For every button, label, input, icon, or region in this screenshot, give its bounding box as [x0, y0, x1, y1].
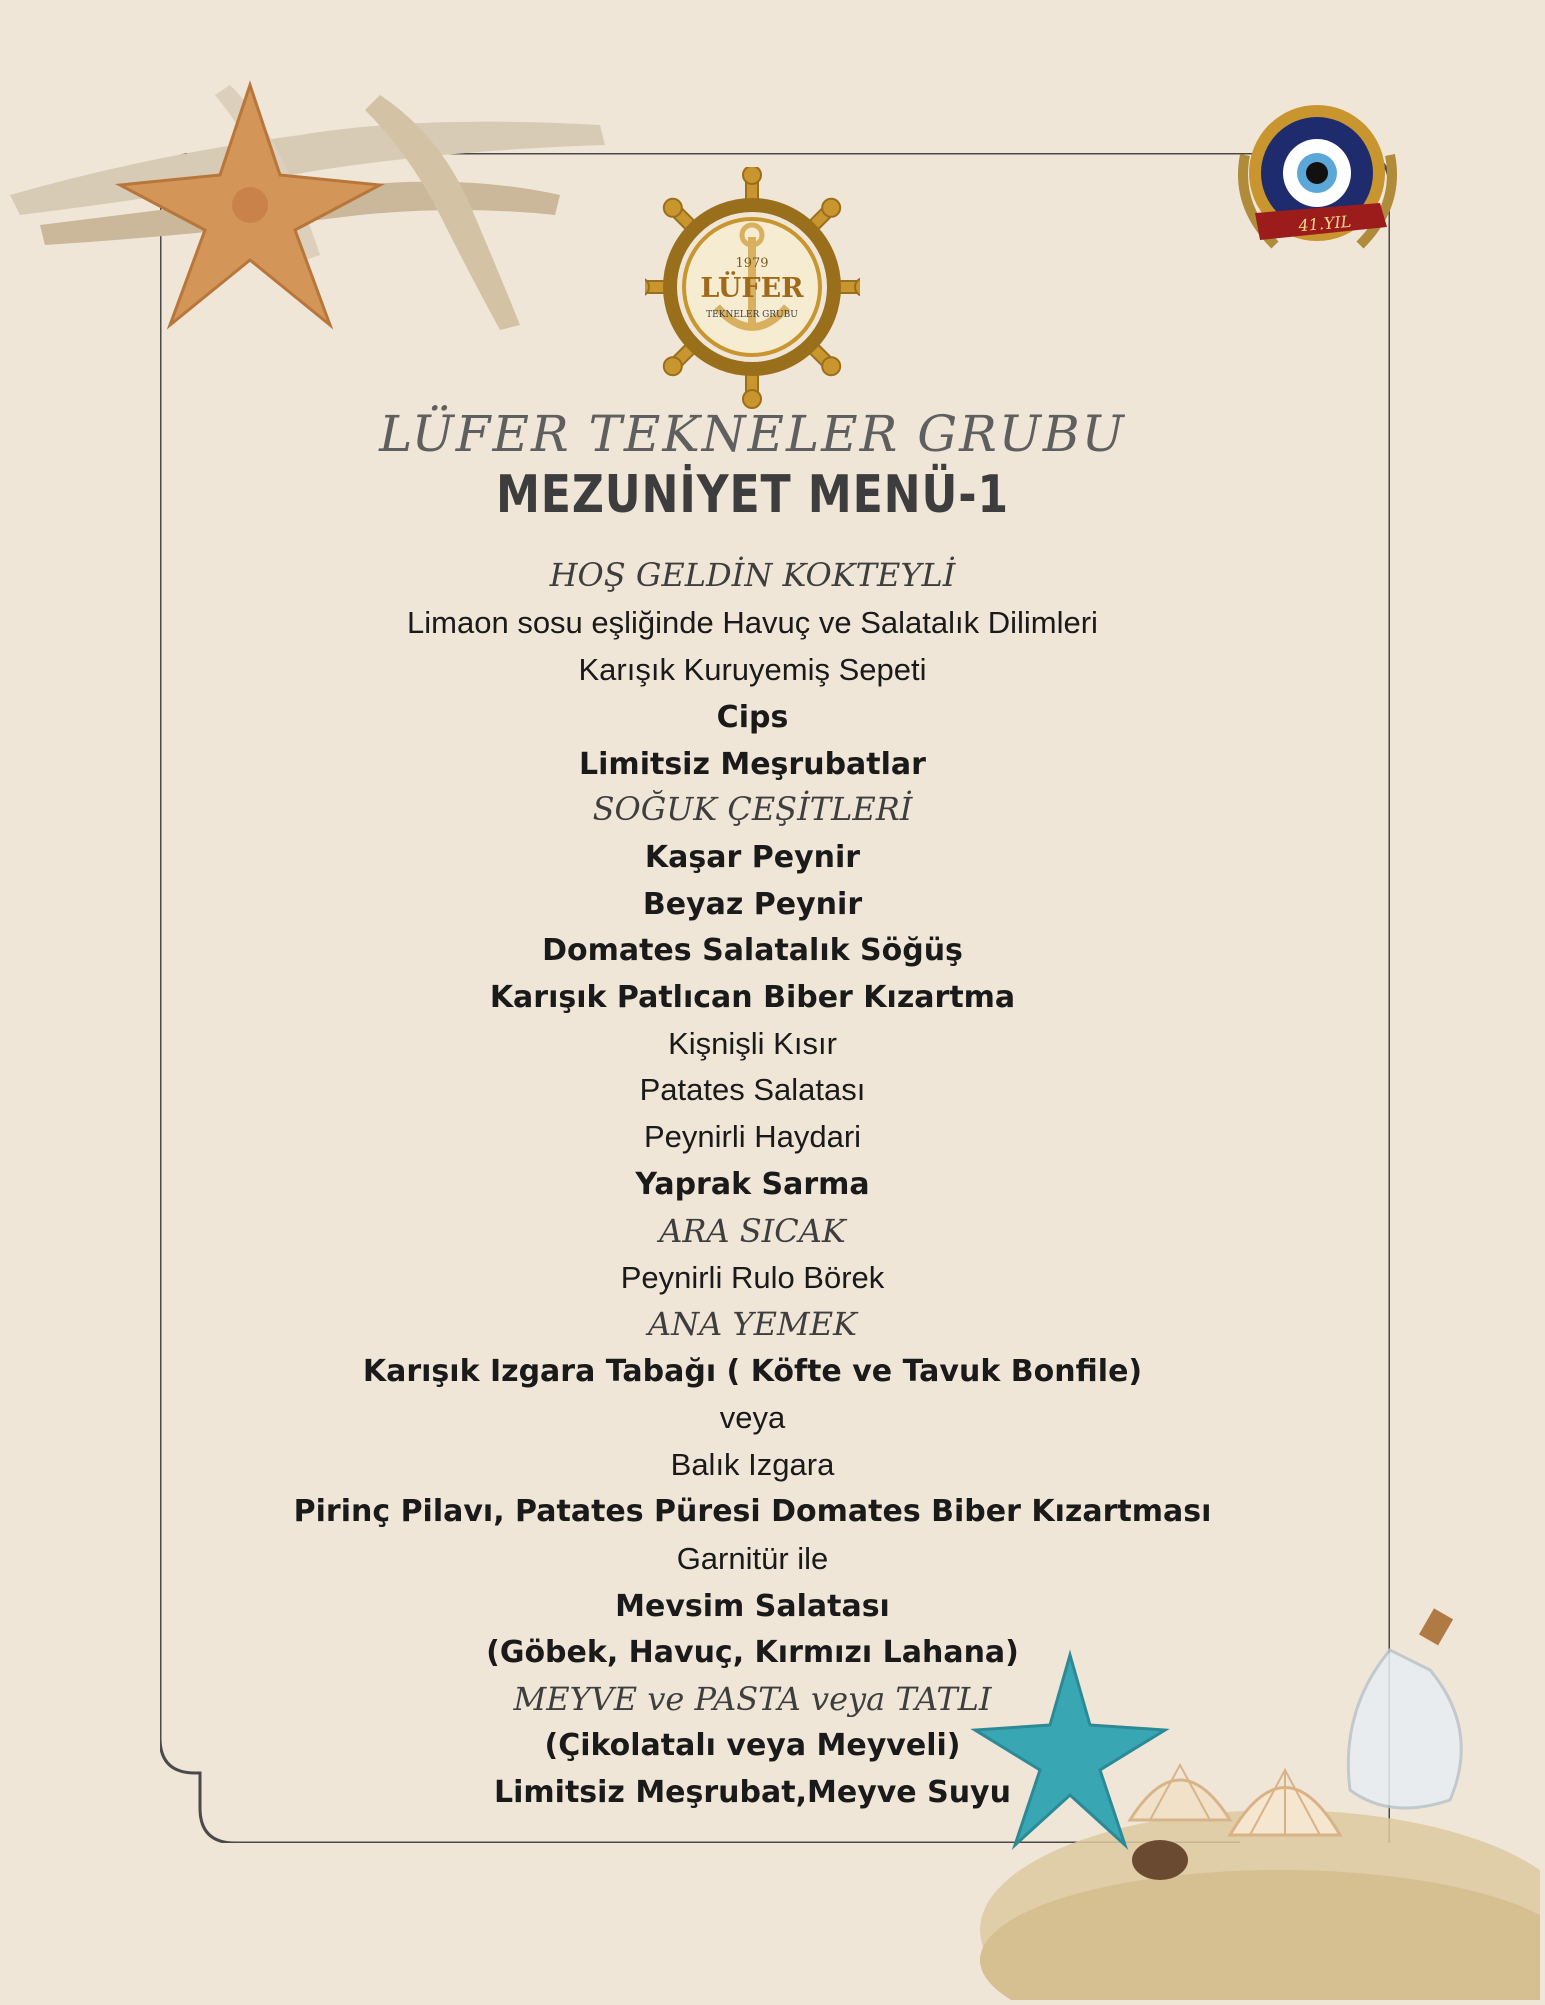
menu-item: Limitsiz Meşrubatlar: [579, 747, 926, 782]
section-cold: SOĞUK ÇEŞİTLERİ: [592, 790, 913, 828]
page-title: MEZUNİYET MENÜ-1: [495, 465, 1010, 525]
logo-year: 1979: [735, 256, 769, 271]
menu-item: veya: [719, 1400, 786, 1435]
menu-item: Mevsim Salatası: [615, 1589, 890, 1624]
badge-label: 41.YIL: [1297, 211, 1353, 236]
section-dessert: MEYVE ve PASTA veya TATLI: [513, 1680, 992, 1718]
menu-item: Karışık Izgara Tabağı ( Köfte ve Tavuk Bonfile): [362, 1354, 1143, 1389]
section-welcome: HOŞ GELDİN KOKTEYLİ: [549, 556, 956, 594]
menu-item: Yaprak Sarma: [635, 1167, 870, 1202]
brand-name: LÜFER TEKNELER GRUBU: [379, 405, 1126, 463]
menu-item: (Göbek, Havuç, Kırmızı Lahana): [486, 1635, 1019, 1670]
menu-item: (Çikolatalı veya Meyveli): [544, 1728, 961, 1763]
menu-item: Peynirli Rulo Börek: [620, 1260, 885, 1295]
menu-item: Limitsiz Meşrubat,Meyve Suyu: [494, 1775, 1011, 1810]
starfish-driftwood-decoration: [0, 75, 620, 335]
menu-item: Pirinç Pilavı, Patates Püresi Domates Biber Kızartması: [293, 1494, 1212, 1529]
menu-item: Balık Izgara: [670, 1447, 835, 1482]
menu-item: Limaon sosu eşliğinde Havuç ve Salatalık Dilimleri: [407, 605, 1098, 640]
menu-item: Kaşar Peynir: [644, 840, 861, 875]
menu-item: Peynirli Haydari: [643, 1119, 862, 1154]
menu-item: Cips: [716, 700, 789, 735]
section-main: ANA YEMEK: [648, 1305, 857, 1343]
menu-item: Karışık Kuruyemiş Sepeti: [578, 652, 927, 687]
section-intermediate: ARA SICAK: [659, 1212, 846, 1250]
menu-item: Kişnişli Kısır: [668, 1026, 837, 1061]
menu-item: Domates Salatalık Söğüş: [542, 933, 963, 968]
logo-name: LÜFER: [700, 273, 804, 304]
menu-item: Patates Salatası: [639, 1072, 866, 1107]
logo-subtitle: TEKNELER GRUBU: [706, 310, 798, 320]
anniversary-badge: [1215, 95, 1420, 265]
menu-item: Beyaz Peynir: [642, 887, 863, 922]
lufer-logo: [645, 167, 860, 412]
menu-item: Garnitür ile: [676, 1541, 829, 1576]
menu-item: Karışık Patlıcan Biber Kızartma: [489, 980, 1016, 1015]
